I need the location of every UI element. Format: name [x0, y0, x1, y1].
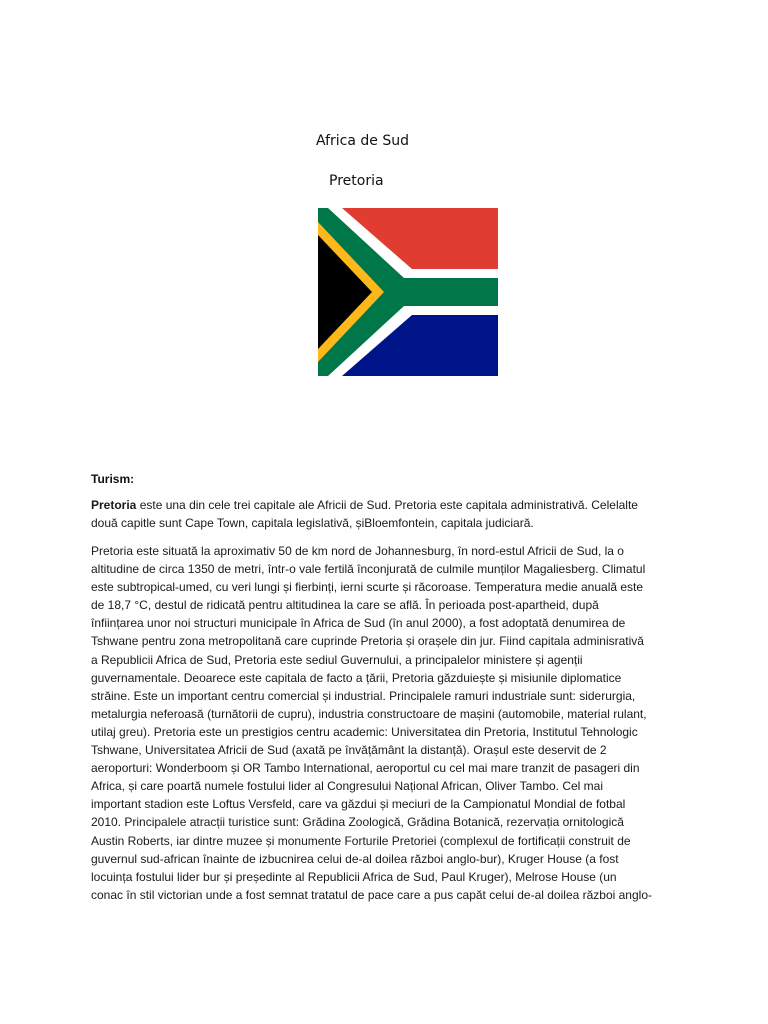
paragraph-body-line: străine. Este un important centru comercial și industrial. Principalele ramuri industriale sunt: siderurgia, [91, 688, 636, 703]
paragraph-intro [91, 496, 691, 532]
paragraph-body [91, 542, 691, 904]
document-subtitle: Pretoria [329, 173, 384, 189]
paragraph-body-line: Austin Roberts, iar dintre muzee și monumente Forturile Pretoriei (complexul de fortificații construit de [91, 833, 631, 848]
paragraph-body-line: a Republicii Africa de Sud, Pretoria este sediul Guvernului, a principalelor ministere și agenții [91, 652, 583, 667]
paragraph-body-line: Pretoria este situată la aproximativ 50 de km nord de Johannesburg, în nord-estul Africii de Sud, la o [91, 544, 624, 558]
paragraph-body-line: metalurgia neferoasă (turnătorii de cupru), industria constructoare de mașini (automobile, material rulant, [91, 706, 647, 721]
paragraph-body-line: important stadion este Loftus Versfeld, care va găzdui și meciuri de la Campionatul Mondial de fotbal [91, 797, 626, 812]
paragraph-body-line: aeroporturi: Wonderboom și OR Tambo International, aeroportul cu cel mai mare tranzit de pasageri din [91, 761, 640, 776]
paragraph-body-line: Africa, și care poartă numele fostului lider al Congresului Național African, Oliver Tambo. Cel mai [91, 779, 604, 794]
paragraph-intro-line-2: două capitle sunt Cape Town, capitala legislativă, șiBloemfontein, capitala judiciară. [91, 516, 534, 530]
paragraph-body-line: înființarea unor noi structuri municipale în Africa de Sud (în anul 2000), a fost adoptată denumirea de [91, 616, 626, 631]
paragraph-body-line: altitudine de circa 1350 de metri, într-o vale fertilă înconjurată de culmile munților Magaliesberg. Climatul [91, 562, 646, 577]
paragraph-intro-line-1-text: este una din cele trei capitale ale Africii de Sud. Pretoria este capitala administrativă. Celelalte [136, 498, 638, 512]
paragraph-body-line: Tshwane pentru zona metropolitană care cuprinde Pretoria și orașele din jur. Fiind capitala adminisrativă [91, 634, 644, 649]
paragraph-body-line: guvernul sud-african înainte de izbucnirea celui de-al doilea război anglo-bur), Kruger House (a fost [91, 851, 619, 866]
paragraph-body-line: guvernamentale. Deoarece este capitala de facto a țării, Pretoria găzduiește și misiunile diplomatice [91, 670, 622, 685]
paragraph-body-line: utilaj greu). Pretoria este un prestigios centru academic: Universitatea din Pretoria, Institutul Tehnologic [91, 724, 638, 739]
paragraph-body-line: conac în stil victorian unde a fost semnat tratatul de pace care a pus capăt celui de-al doilea război anglo- [91, 887, 652, 902]
paragraph-body-line: este subtropical-umed, cu veri lungi și fierbinți, ierni scurte și răcoroase. Temperatura medie anuală este [91, 580, 644, 595]
paragraph-intro-line-1 [91, 496, 691, 514]
document-title: Africa de Sud [316, 133, 409, 149]
section-heading: Turism: [91, 472, 135, 486]
paragraph-body-line: 2010. Principalele atracții turistice sunt: Grădina Zoologică, Grădina Botanică, rezervația ornitologică [91, 815, 624, 830]
paragraph-body-line: locuința fostului lider bur și președinte al Republicii Africa de Sud, Paul Kruger), Melrose House (un [91, 869, 617, 884]
bold-city-name: Pretoria [91, 498, 137, 512]
south-africa-flag-icon [318, 208, 498, 376]
paragraph-body-line: de 18,7 °C, destul de ridicată pentru altitudinea la care se află. În perioada post-apartheid, după [91, 598, 599, 613]
paragraph-body-line: Tshwane, Universitatea Africii de Sud (axată pe învățământ la distanță). Orașul este deservit de 2 [91, 743, 607, 758]
